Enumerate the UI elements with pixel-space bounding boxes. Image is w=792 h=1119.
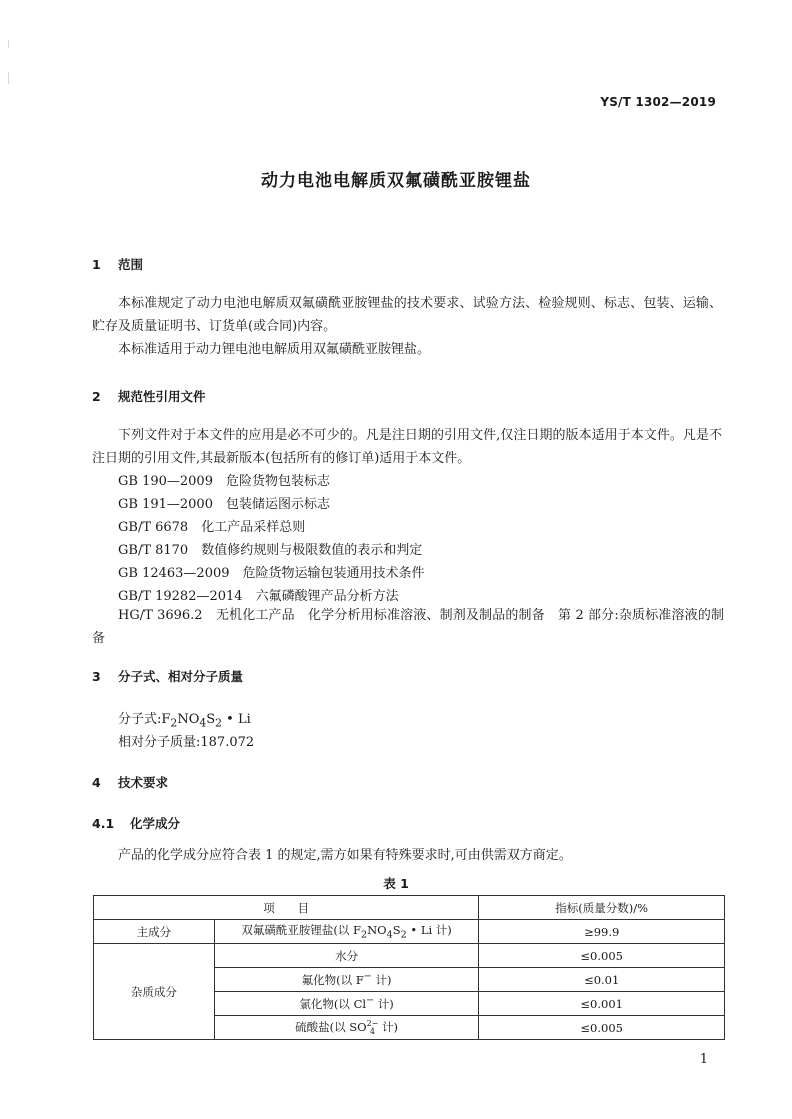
- table-row: [94, 944, 725, 968]
- reference-title: 危险货物包装标志: [225, 474, 330, 489]
- group-cell: 主成分: [94, 920, 215, 944]
- reference-item: [118, 470, 330, 489]
- value-cell: ≤0.005: [479, 1016, 725, 1040]
- item-cell: [214, 920, 479, 944]
- item-subscript: 2: [400, 929, 407, 941]
- standard-number: YS/T 1302—2019: [600, 95, 716, 109]
- item-superscript: 2−: [366, 1019, 379, 1028]
- section-3-heading: [92, 667, 243, 685]
- item-text: S: [392, 923, 401, 938]
- reference-code: GB/T 6678: [118, 520, 189, 535]
- item-text: • Li 计): [406, 923, 452, 938]
- molecular-formula: [118, 708, 251, 730]
- reference-code: GB 191—2000: [118, 497, 213, 512]
- margin-mark: [8, 72, 9, 84]
- section-title: 技术要求: [118, 775, 169, 790]
- formula-subscript: 2: [170, 716, 178, 730]
- reference-code: GB/T 19282—2014: [118, 589, 243, 604]
- reference-item: [92, 604, 724, 650]
- reference-code: GB/T 8170: [118, 543, 189, 558]
- item-superscript: −: [363, 971, 372, 983]
- section-title: 范围: [118, 257, 144, 272]
- formula-part: F: [161, 712, 171, 727]
- item-text: 计): [378, 1020, 399, 1034]
- reference-item: [118, 585, 399, 604]
- reference-item: [118, 562, 425, 581]
- formula-part: S: [206, 712, 216, 727]
- table-header-row: [94, 896, 725, 920]
- mass-label: 相对分子质量:: [118, 735, 201, 750]
- item-superscript: −: [366, 995, 375, 1007]
- section-number: 2: [92, 389, 101, 404]
- page-number: 1: [699, 1052, 708, 1067]
- value-cell: ≤0.01: [479, 968, 725, 992]
- item-text: 计): [371, 972, 392, 987]
- formula-subscript: 4: [199, 716, 207, 730]
- section-1-paragraph-2: 本标准适用于动力锂电池电解质用双氟磺酰亚胺锂盐。: [118, 342, 431, 357]
- item-text: 氯化物(以 Cl: [299, 996, 367, 1011]
- reference-code: GB 190—2009: [118, 474, 213, 489]
- section-1-heading: [92, 255, 143, 273]
- section-1-paragraph-1: 本标准规定了动力电池电解质双氟磺酰亚胺锂盐的技术要求、试验方法、检验规则、标志、包装、运输、贮存及质量证明书、订货单(或合同)内容。: [92, 296, 722, 334]
- section-number: 3: [92, 669, 101, 684]
- value-cell: ≤0.005: [479, 944, 725, 968]
- formula-part: NO: [177, 712, 200, 727]
- reference-item: [118, 539, 422, 558]
- reference-item: [118, 516, 305, 535]
- table-caption: 表 1: [383, 876, 409, 891]
- formula-label: 分子式:: [118, 712, 162, 727]
- section-4-heading: [92, 773, 168, 791]
- section-4-1-heading: [92, 814, 180, 832]
- chemical-composition-table: [93, 895, 725, 1040]
- reference-title: 包装储运图示标志: [225, 497, 330, 512]
- section-2-intro: 下列文件对于本文件的应用是必不可少的。凡是注日期的引用文件,仅注日期的版本适用于本文件。凡是不注日期的引用文件,其最新版本(包括所有的修订单)适用于本文件。: [92, 428, 722, 466]
- section-number: 1: [92, 257, 101, 272]
- item-text: NO: [367, 923, 387, 938]
- table-header-index: 指标(质量分数)/%: [479, 896, 725, 920]
- section-title: 化学成分: [130, 816, 181, 831]
- section-number: 4.1: [92, 816, 115, 831]
- item-subscript: 4: [386, 929, 393, 941]
- reference-title: 危险货物运输包装通用技术条件: [242, 566, 425, 581]
- item-subscript: 4: [369, 1027, 376, 1036]
- item-cell: [214, 992, 479, 1016]
- section-4-1-paragraph: 产品的化学成分应符合表 1 的规定,需方如果有特殊要求时,可由供需双方商定。: [118, 848, 572, 863]
- section-title: 规范性引用文件: [118, 389, 206, 404]
- reference-item: [118, 493, 330, 512]
- item-text: 硫酸盐(以 SO: [295, 1020, 367, 1034]
- table-row: [94, 920, 725, 944]
- reference-title: 化工产品采样总则: [201, 520, 306, 535]
- molecular-mass: [118, 731, 254, 750]
- item-text: 双氟磺酰亚胺锂盐(以 F: [241, 923, 361, 938]
- item-subscript: 2: [361, 929, 368, 941]
- section-title: 分子式、相对分子质量: [118, 669, 244, 684]
- item-text: 水分: [335, 948, 359, 963]
- document-title: 动力电池电解质双氟磺酰亚胺锂盐: [261, 171, 531, 191]
- group-cell: 杂质成分: [94, 944, 215, 1040]
- item-cell: [214, 968, 479, 992]
- value-cell: ≥99.9: [479, 920, 725, 944]
- formula-part: • Li: [222, 712, 251, 727]
- reference-code: GB 12463—2009: [118, 566, 230, 581]
- section-number: 4: [92, 775, 101, 790]
- mass-value: 187.072: [200, 735, 255, 750]
- reference-code: HG/T 3696.2: [118, 608, 203, 623]
- section-2-heading: [92, 387, 206, 405]
- item-cell: [214, 1016, 479, 1040]
- reference-title: 六氟磷酸锂产品分析方法: [255, 589, 399, 604]
- formula-subscript: 2: [215, 716, 223, 730]
- reference-title: 数值修约规则与极限数值的表示和判定: [201, 543, 423, 558]
- margin-mark: [8, 40, 9, 48]
- value-cell: ≤0.001: [479, 992, 725, 1016]
- item-text: 氟化物(以 F: [301, 972, 364, 987]
- item-cell: [214, 944, 479, 968]
- reference-title: 无机化工产品 化学分析用标准溶液、制剂及制品的制备 第 2 部分:杂质标准溶液的制备: [92, 608, 724, 646]
- table-header-item: 项 目: [94, 896, 479, 920]
- item-text: 计): [374, 996, 394, 1011]
